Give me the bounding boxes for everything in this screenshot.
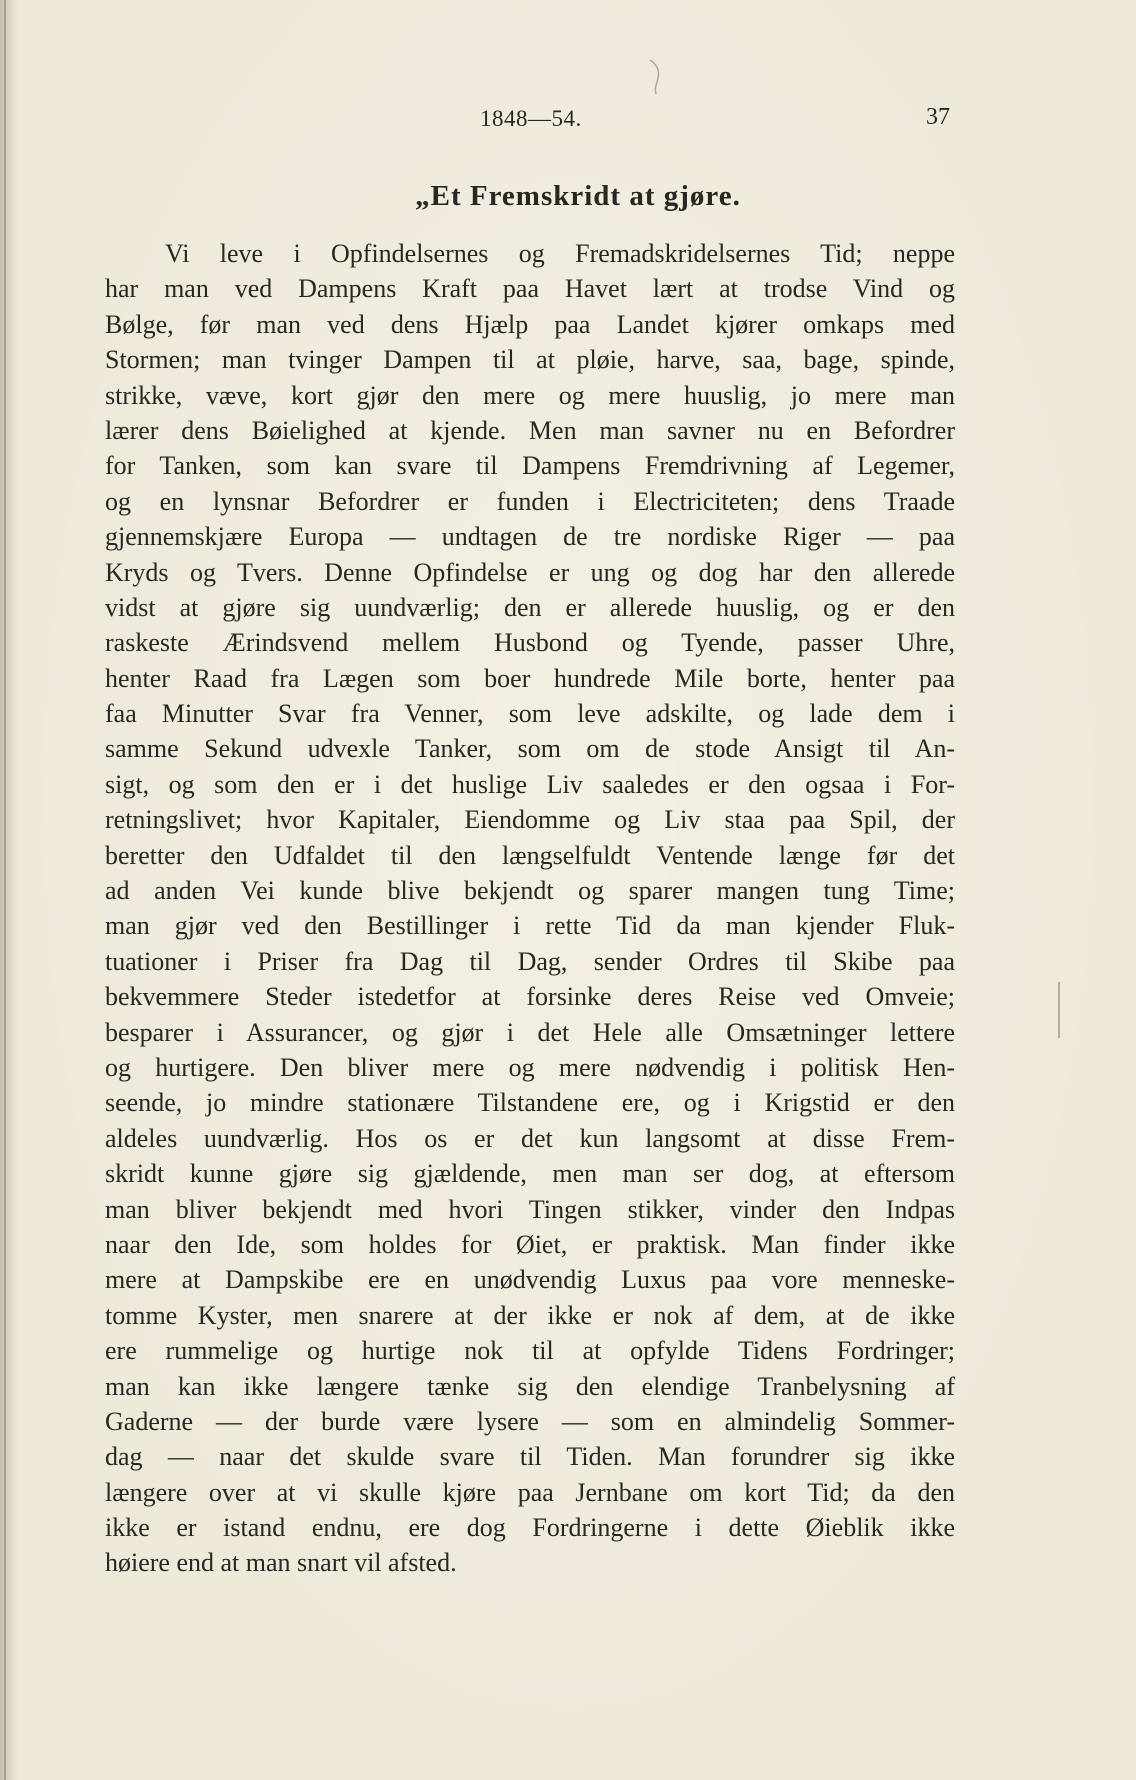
text-line: Kryds og Tvers. Denne Opfindelse er ung og dog har den allerede [105, 557, 955, 587]
text-line: og hurtigere. Den bliver mere og mere nødvendig i politisk Hen- [105, 1052, 955, 1082]
body-text [105, 236, 955, 1581]
margin-mark-icon [1052, 980, 1066, 1040]
text-line: gjennemskjære Europa — undtagen de tre nordiske Riger — paa [105, 522, 955, 552]
text-line: Bølge, før man ved dens Hjælp paa Landet kjører omkaps med [105, 309, 955, 339]
text-line: bekvemmere Steder istedetfor at forsinke deres Reise ved Omveie; [105, 982, 955, 1012]
text-line: man bliver bekjendt med hvori Tingen stikker, vinder den Indpas [105, 1194, 955, 1224]
text-line: samme Sekund udvexle Tanker, som om de stode Ansigt til An- [105, 734, 955, 764]
text-line: høiere end at man snart vil afsted. [105, 1548, 457, 1578]
text-line: skridt kunne gjøre sig gjældende, men man ser dog, at eftersom [105, 1159, 955, 1189]
text-line: aldeles uundværlig. Hos os er det kun langsomt at disse Frem- [105, 1123, 955, 1153]
text-line: ad anden Vei kunde blive bekjendt og sparer mangen tung Time; [105, 876, 955, 906]
pencil-mark-icon [640, 56, 670, 96]
text-line: ikke er istand endnu, ere dog Fordringerne i dette Øieblik ikke [105, 1513, 955, 1543]
text-line: mere at Dampskibe ere en unødvendig Luxus paa vore menneske- [105, 1265, 955, 1295]
text-line: tomme Kyster, men snarere at der ikke er nok af dem, at de ikke [105, 1300, 955, 1330]
text-line: Vi leve i Opfindelsernes og Fremadskridelsernes Tid; neppe [165, 239, 955, 268]
text-line: Stormen; man tvinger Dampen til at pløie, harve, saa, bage, spinde, [105, 345, 955, 375]
running-head: 1848—54. [480, 106, 582, 131]
text-line: man kan ikke længere tænke sig den elendige Tranbelysning af [105, 1371, 955, 1401]
text-line: Gaderne — der burde være lysere — som en almindelig Sommer- [105, 1406, 955, 1436]
text-line: længere over at vi skulle kjøre paa Jernbane om kort Tid; da den [105, 1477, 955, 1507]
text-line: retningslivet; hvor Kapitaler, Eiendomme og Liv staa paa Spil, der [105, 805, 955, 835]
text-line: naar den Ide, som holdes for Øiet, er praktisk. Man finder ikke [105, 1229, 955, 1259]
text-line: man gjør ved den Bestillinger i rette Tid da man kjender Fluk- [105, 911, 955, 941]
text-line: ere rummelige og hurtige nok til at opfylde Tidens Fordringer; [105, 1336, 955, 1366]
text-line: for Tanken, som kan svare til Dampens Fremdrivning af Legemer, [105, 451, 955, 481]
text-line: sigt, og som den er i det huslige Liv saaledes er den ogsaa i For- [105, 769, 955, 799]
text-line: strikke, væve, kort gjør den mere og mere huuslig, jo mere man [105, 380, 955, 410]
text-line: dag — naar det skulde svare til Tiden. Man forundrer sig ikke [105, 1442, 955, 1472]
gutter-shadow [0, 0, 18, 1780]
gutter-line [4, 0, 6, 1780]
text-line: faa Minutter Svar fra Venner, som leve adskilte, og lade dem i [105, 699, 955, 729]
text-line: har man ved Dampens Kraft paa Havet lært at trodse Vind og [105, 274, 955, 304]
text-line: besparer i Assurancer, og gjør i det Hele alle Omsætninger lettere [105, 1017, 955, 1047]
text-line: seende, jo mindre stationære Tilstandene ere, og i Krigstid er den [105, 1088, 955, 1118]
page-header [0, 100, 1136, 140]
text-line: tuationer i Priser fra Dag til Dag, sender Ordres til Skibe paa [105, 946, 955, 976]
text-line: beretter den Udfaldet til den længselfuldt Ventende længe før det [105, 840, 955, 870]
article-title: „Et Fremskridt at gjøre. [415, 180, 741, 212]
text-line: raskeste Ærindsvend mellem Husbond og Tyende, passer Uhre, [105, 628, 955, 658]
text-line: vidst at gjøre sig uundværlig; den er allerede huuslig, og er den [105, 592, 955, 622]
page-number: 37 [926, 104, 950, 130]
text-line: og en lynsnar Befordrer er funden i Electriciteten; dens Traade [105, 486, 955, 516]
text-line: lærer dens Bøielighed at kjende. Men man savner nu en Befordrer [105, 415, 955, 445]
text-line: henter Raad fra Lægen som boer hundrede Mile borte, henter paa [105, 663, 955, 693]
